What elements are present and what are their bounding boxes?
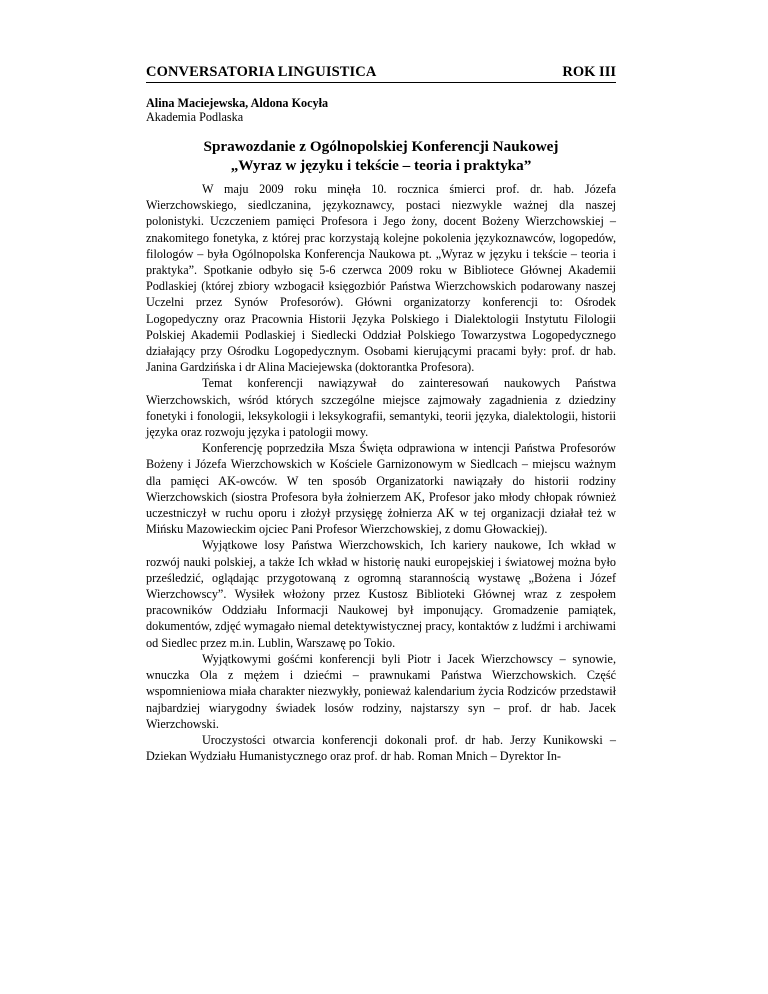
affiliation: Akademia Podlaska bbox=[146, 110, 244, 124]
article-body bbox=[146, 181, 616, 764]
authors: Alina Maciejewska, Aldona Kocyła bbox=[146, 96, 329, 110]
article-title-line-2: „Wyraz w języku i tekście – teoria i praktyka” bbox=[230, 157, 532, 174]
running-header bbox=[146, 64, 616, 83]
paragraph-4: Wyjątkowe losy Państwa Wierzchowskich, Ich kariery naukowe, Ich wkład w rozwój nauki polskiej, a także Ich wkład w historię nauki europejskiej i światowej można było prześledzić, oglądając przygotowaną z ogromną starannością wystawę „Bożena i Józef Wierzchowscy”. Wysiłek włożony przez Kustosz Biblioteki Głównej wraz z zespołem pracowników Oddziału Informacji Naukowej był imponujący. Gromadzenie pamiątek, dokumentów, zdjęć wymagało niemal detektywistycznej pracy, kontaktów z ludźmi i archiwami od Siedlec przez m.in. Lublin, Warszawę po Tokio. bbox=[146, 538, 616, 650]
article-title-line-1: Sprawozdanie z Ogólnopolskiej Konferencji Naukowej bbox=[203, 138, 559, 155]
paragraph-6: Uroczystości otwarcia konferencji dokonali prof. dr hab. Jerzy Kunikowski – Dziekan Wydziału Humanistycznego oraz prof. dr hab. Roman Mnich – Dyrektor In- bbox=[146, 732, 616, 764]
journal-title: CONVERSATORIA LINGUISTICA bbox=[146, 64, 377, 80]
volume-label: ROK III bbox=[562, 64, 616, 80]
paragraph-5: Wyjątkowymi gośćmi konferencji byli Piotr i Jacek Wierzchowscy – synowie, wnuczka Ola z mężem i dziećmi – prawnukami Państwa Wierzchowskich. Część wspomnieniowa miała charakter niezwykły, ponieważ kalendarium życia Rodziców przedstawił najbardziej wiarygodny świadek losów rodziny, najstarszy syn – prof. dr hab. Jacek Wierzchowski. bbox=[146, 651, 616, 731]
paragraph-3: Konferencję poprzedziła Msza Święta odprawiona w intencji Państwa Profesorów Bożeny i Józefa Wierzchowskich w Kościele Garnizonowym w Siedlcach – miejscu ważnym dla pamięci AK-owców. W ten sposób Organizatorki nawiązały do historii rodziny Wierzchowskich (siostra Profesora była żołnierzem AK, Profesor jako młody chłopak również uczestniczył w ruchu oporu i złożył przysięgę żołnierza AK w tej organizacji działał też w Mińsku Mazowieckim ojciec Pani Profesor Wierzchowskiej, z domu Głowackiej). bbox=[146, 441, 616, 537]
paragraph-2: Temat konferencji nawiązywał do zainteresowań naukowych Państwa Wierzchowskich, wśród których szczególne miejsce zajmowały zagadnienia z dziedziny fonetyki i fonologii, leksykologii i leksykografii, semantyki, teorii języka, dialektologii, historii języka oraz rozwoju języka i patologii mowy. bbox=[146, 376, 616, 440]
paragraph-1: W maju 2009 roku minęła 10. rocznica śmierci prof. dr. hab. Józefa Wierzchowskiego, siedlczanina, językoznawcy, postaci niezwykle ważnej dla naszej polonistyki. Uczczeniem pamięci Profesora i Jego żony, docent Bożeny Wierzchowskiej – znakomitego fonetyka, z której prac korzystają kolejne pokolenia językoznawców, logopedów, filologów – była Ogólnopolska Konferencja Naukowa pt. „Wyraz w języku i tekście – teoria i praktyka”. Spotkanie odbyło się 5-6 czerwca 2009 roku w Bibliotece Głównej Akademii Podlaskiej (której zbiory wzbogacił księgozbiór Państwa Wierzchowskich podarowany naszej Uczelni przez Synów Profesorów). Główni organizatorzy konferencji to: Ośrodek Logopedyczny oraz Pracownia Historii Języka Polskiego i Dialektologii Instytutu Filologii Polskiej Akademii Podlaskiej i Siedlecki Oddział Polskiego Towarzystwa Logopedycznego działający przy Ośrodku Logopedycznym. Osobami kierującymi pracami były: prof. dr hab. Janina Gardzińska i dr Alina Maciejewska (doktorantka Profesora). bbox=[146, 182, 616, 375]
article-title bbox=[146, 137, 616, 175]
